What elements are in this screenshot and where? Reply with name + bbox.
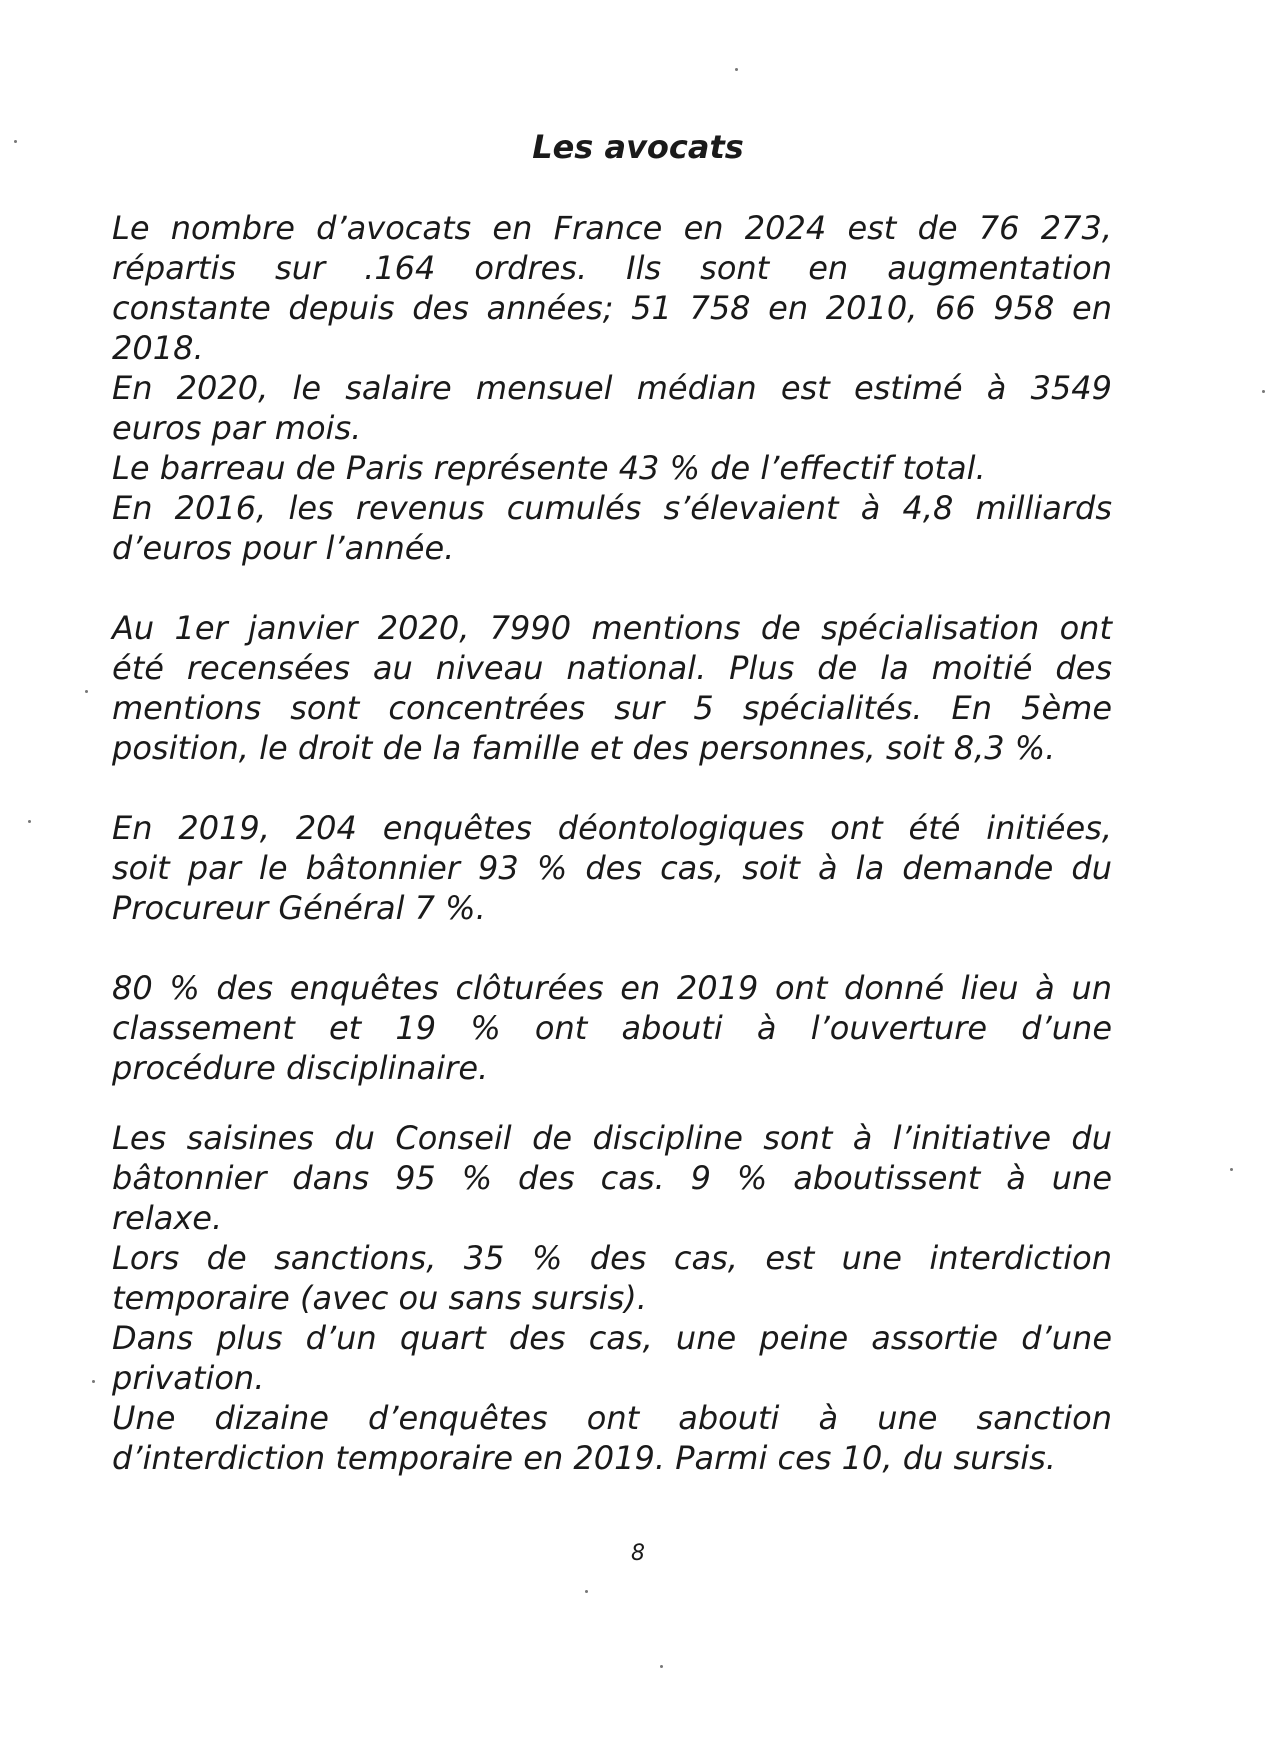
text-line: procédure disciplinaire. [112,1049,489,1087]
scan-speck [1262,390,1265,393]
scan-speck [585,1590,588,1593]
scan-speck [660,1665,663,1668]
text-line: Au 1er janvier 2020, 7990 mentions de spécialisation ont [112,609,1112,647]
text-line: répartis sur .164 ordres. Ils sont en augmentation [112,249,1112,287]
text-line: 80 % des enquêtes clôturées en 2019 ont donné lieu à un [112,969,1112,1007]
text-line: position, le droit de la famille et des personnes, soit 8,3 %. [112,729,1056,767]
scan-speck [28,820,31,823]
paragraph-ethics-investigations [112,808,1112,928]
text-line: En 2016, les revenus cumulés s’élevaient à 4,8 milliards [112,489,1112,527]
scan-speck [92,1380,95,1383]
scan-speck [735,68,738,71]
paragraph-paris-bar [112,448,1112,488]
text-line: soit par le bâtonnier 93 % des cas, soit à la demande du [112,849,1112,887]
text-line: constante depuis des années; 51 758 en 2010, 66 958 en [112,289,1112,327]
paragraph-lawyer-count [112,208,1112,368]
text-line: Procureur Général 7 %. [112,889,486,927]
text-line: été recensées au niveau national. Plus de la moitié des [112,649,1112,687]
text-line: euros par mois. [112,409,362,447]
paragraph-discipline-council [112,1118,1112,1238]
scan-speck [14,140,17,143]
paragraph-privation [112,1318,1112,1398]
text-line: temporaire (avec ou sans sursis). [112,1279,647,1317]
text-line: Lors de sanctions, 35 % des cas, est une interdiction [112,1239,1112,1277]
text-line: bâtonnier dans 95 % des cas. 9 % aboutissent à une [112,1159,1112,1197]
paragraph-closed-investigations [112,968,1112,1088]
text-line: En 2020, le salaire mensuel médian est estimé à 3549 [112,369,1112,407]
text-line: Les saisines du Conseil de discipline sont à l’initiative du [112,1119,1112,1157]
text-line: Le barreau de Paris représente 43 % de l’effectif total. [112,449,986,487]
text-line: relaxe. [112,1199,223,1237]
text-line: mentions sont concentrées sur 5 spécialités. En 5ème [112,689,1112,727]
text-line: classement et 19 % ont abouti à l’ouverture d’une [112,1009,1112,1047]
paragraph-specializations [112,608,1112,768]
paragraph-cumulative-revenue [112,488,1112,568]
text-line: En 2019, 204 enquêtes déontologiques ont été initiées, [112,809,1112,847]
text-line: Le nombre d’avocats en France en 2024 est de 76 273, [112,209,1112,247]
text-line: d’euros pour l’année. [112,529,455,567]
text-line: privation. [112,1359,265,1397]
page-number: 8 [631,1541,645,1566]
paragraph-temporary-ban [112,1398,1112,1478]
scan-speck [85,690,88,693]
paragraph-sanctions [112,1238,1112,1318]
text-line: Dans plus d’un quart des cas, une peine assortie d’une [112,1319,1112,1357]
text-line: 2018. [112,329,204,367]
document-title: Les avocats [532,128,744,166]
scan-speck [1230,1168,1233,1171]
text-line: Une dizaine d’enquêtes ont abouti à une sanction [112,1399,1112,1437]
text-line: d’interdiction temporaire en 2019. Parmi ces 10, du sursis. [112,1439,1056,1477]
paragraph-median-salary [112,368,1112,448]
